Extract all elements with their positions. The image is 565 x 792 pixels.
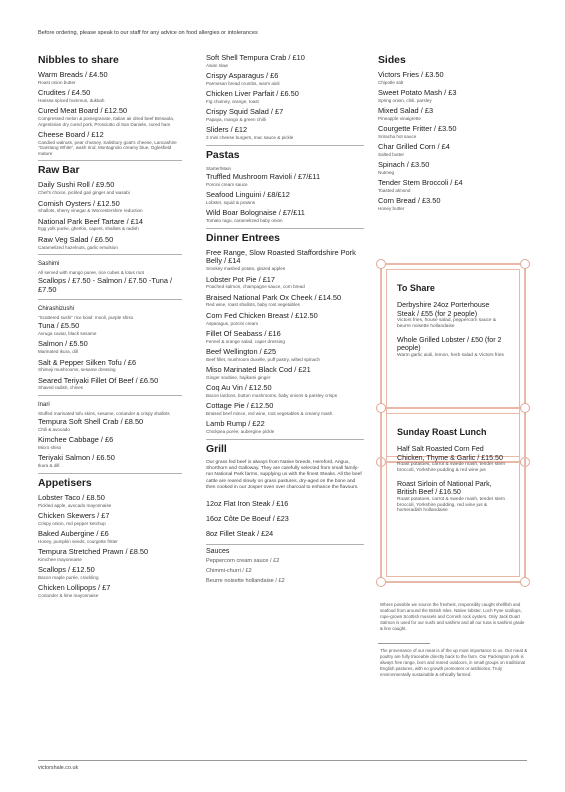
menu-item-description: Chef's choice, pickled gari ginger and wasabi <box>38 190 130 196</box>
menu-item-name: Wild Boar Bolognaise / £7/£11 <box>206 208 305 218</box>
menu-item-description: Avruga caviar, black sesame <box>38 331 97 337</box>
allergy-notice: Before ordering, please speak to our staff for any advice on food allergies or intolerances <box>38 30 258 36</box>
menu-item-description: Ginger soubise, hajikami ginger <box>206 374 271 380</box>
menu-item <box>206 90 364 104</box>
section-title-pastas: Pastas <box>206 149 240 161</box>
menu-item-name: Whole Grilled Lobster / £50 (for 2 people) <box>397 335 502 353</box>
menu-item-name: Cornish Oysters / £12.50 <box>38 198 120 208</box>
menu-item-name: Seafood Linguini / £8/£12 <box>206 190 290 200</box>
menu-item-description: Kimchee mayonnaise <box>38 557 82 562</box>
menu-item-name: Mixed Salad / £3 <box>378 106 434 116</box>
section-title-sides: Sides <box>378 55 406 66</box>
menu-item-name: Salmon / £5.50 <box>38 339 88 349</box>
menu-item-description: Chickpea purée, aubergine pickle <box>206 428 275 434</box>
menu-item <box>206 420 364 434</box>
menu-item <box>38 418 182 432</box>
menu-item <box>38 454 182 468</box>
website-url: victorshale.co.uk <box>38 765 79 771</box>
menu-item-description: Marinated ikura, dill <box>38 349 78 355</box>
menu-item-description: 3 mini cheese burgers, mac sauce & pickle <box>206 135 294 141</box>
raw-bar-list <box>38 181 182 250</box>
menu-item-name: Lamb Rump / £22 <box>206 419 265 429</box>
menu-item <box>378 107 528 121</box>
menu-item <box>378 179 528 193</box>
menu-item <box>206 72 364 86</box>
menu-item <box>38 377 182 391</box>
nibbles-list <box>38 71 182 156</box>
to-share-title: To Share <box>397 283 435 293</box>
menu-item <box>38 236 182 250</box>
section-title-appetisers: Appetisers <box>38 477 92 489</box>
menu-item <box>38 584 182 598</box>
section-title-nibbles: Nibbles to share <box>38 55 119 66</box>
menu-item-name: Tempura Stretched Prawn / £8.50 <box>38 547 149 557</box>
menu-item-description: Roast potatoes, carrot & swede mash, tender stem broccoli, Yorkshire pudding, red wine jus & horseradish hollandaise <box>397 496 505 514</box>
menu-item <box>397 445 509 474</box>
meat-provenance-note: The provenance of our meat is of the up most importance to us. Our meat & poultry are fully traceable directly back to the farm. Our Packington pork is always free range, born and reared outdoors, in small groups on traditional English pastures, with no growth promoters or antibiotics. Truly environmentally sustainable & ethically farmed. <box>380 648 528 677</box>
menu-item-description: Sriracha hot sauce <box>378 134 417 140</box>
menu-item <box>206 276 364 290</box>
inari-note: Stuffed marinated tofu skins, sesame, coriander & crispy shallots <box>38 411 170 417</box>
menu-item <box>206 209 364 223</box>
menu-item-description: Honey, pumpkin seeds, courgette fritter <box>38 538 118 544</box>
menu-item <box>206 294 364 308</box>
menu-item-description: Parmesan bread crumbs, warm aioli <box>206 80 280 86</box>
menu-item-name: Tender Stem Broccoli / £4 <box>378 178 463 188</box>
menu-item-name: Chicken Skewers / £7 <box>38 511 110 520</box>
menu-item-description: Tomato ragu, caramelized baby onion <box>206 218 283 223</box>
menu-item-description: Toasted almond <box>378 188 411 194</box>
menu-item <box>206 384 364 398</box>
menu-item-description: Porcini cream sauce <box>206 181 248 187</box>
menu-item-name: Crudites / £4.50 <box>38 88 91 98</box>
menu-item-description: Shaved radish, chives <box>38 385 83 391</box>
frame-corner-ornament <box>376 577 386 587</box>
menu-item-name: Roast Sirloin of National Park, British Beef / £16.50 <box>397 479 492 497</box>
menu-item-description: Nutmeg <box>378 170 395 176</box>
menu-item-name: Fillet Of Seabass / £16 <box>206 328 281 338</box>
menu-item <box>38 566 182 580</box>
appetisers-list <box>38 494 182 599</box>
menu-item <box>206 126 364 140</box>
dinner-list <box>206 249 364 435</box>
sashimi-note: All served with mango puree, rice cubes & lotus root <box>38 270 144 276</box>
menu-item-name: Cheese Board / £12 <box>38 129 104 139</box>
menu-item-description: Beef fillet, mushroom duxelle, puff pastry, wilted spinach <box>206 356 320 362</box>
menu-column-right <box>378 48 528 216</box>
menu-item <box>38 436 182 450</box>
menu-item-description: Caramelized hazelnuts, garlic emulsion <box>38 244 118 250</box>
menu-item-description: Warm garlic aioli, lemon, herb salad & Victors fries <box>397 352 504 358</box>
menu-item-name: Beef Wellington / £25 <box>206 346 277 356</box>
menu-item <box>206 402 364 416</box>
sunday-roast-box <box>380 407 526 583</box>
sides-list <box>378 71 528 212</box>
menu-item-description: Egg yolk purée, gherkin, capers, shallots & radish <box>38 226 139 232</box>
menu-item-description: Red wine, roast shallots, baby root vegetables <box>206 302 300 308</box>
section-divider <box>206 228 364 229</box>
menu-item-name: Tempura Soft Shell Crab / £8.50 <box>38 417 144 427</box>
menu-item <box>38 277 182 295</box>
steak-item: 8oz Fillet Steak / £24 <box>206 529 274 539</box>
menu-item <box>206 54 364 68</box>
menu-item-description: Smokey mashed potato, glazed apples <box>206 266 286 272</box>
menu-item-description: Bacon lardons, button mushrooms, baby onions & parsley crisps <box>206 392 337 398</box>
subsection-title-inari: Inari <box>38 402 50 409</box>
section-divider <box>38 299 182 300</box>
menu-item <box>206 312 364 326</box>
menu-item <box>206 108 364 122</box>
menu-item <box>38 218 182 232</box>
section-divider <box>38 473 182 474</box>
frame-corner-ornament <box>376 259 386 269</box>
menu-item-name: Crispy Asparagus / £6 <box>206 71 279 81</box>
menu-item-description: Asian slaw <box>206 62 228 68</box>
menu-item-description: Chipotle salt <box>378 79 404 85</box>
menu-item-description: Roast potatoes, carrot & swede mash, tender stem broccoli, Yorkshire pudding & red wine jus <box>397 462 505 473</box>
menu-item <box>38 340 182 354</box>
menu-item <box>38 131 182 157</box>
menu-item-description: Shallots, sherry vinegar & Worcestershire reduction <box>38 208 143 214</box>
menu-item-name: Sliders / £12 <box>206 125 248 135</box>
menu-column-middle <box>206 54 364 588</box>
seafood-provenance-note: Where possible we source the freshest, responsibly caught shellfish and seafood from around the British Isles. Native lobster, Loch Fyne scallops, rope-grown Scottish mussels and Cornish rock oysters. Only Jack Duart Salmon is used for our sushi and sashimi and all our tuna is sashimi grade & line caught. <box>380 602 525 631</box>
menu-item <box>206 348 364 362</box>
menu-item-description: Ikura & dill <box>38 463 60 469</box>
subsection-title-sauces: Sauces <box>206 548 230 556</box>
steak-item: 12oz Flat Iron Steak / £16 <box>206 499 289 509</box>
section-title-dinner: Dinner Entrees <box>206 232 280 244</box>
menu-item-name: Crispy Squid Salad / £7 <box>206 107 284 117</box>
menu-item-name: Raw Veg Salad / £6.50 <box>38 234 114 244</box>
menu-item-name: Char Grilled Corn / £4 <box>378 142 450 152</box>
menu-item-name: Miso Marinated Black Cod / £21 <box>206 364 311 374</box>
menu-item-name: Lobster Pot Pie / £17 <box>206 274 276 284</box>
menu-item-description: Lobster, squid & prawns <box>206 199 256 205</box>
menu-item-description: Fig chutney, orange, toast <box>206 99 259 104</box>
sunday-roast-title: Sunday Roast Lunch <box>397 427 487 437</box>
menu-item-name: Victors Fries / £3.50 <box>378 70 444 79</box>
menu-item <box>397 336 509 359</box>
menu-item-name: Corn Fed Chicken Breast / £12.50 <box>206 310 318 320</box>
menu-item <box>38 359 182 373</box>
menu-item-description: Harissa spiced hummus, dukkah <box>38 97 105 103</box>
sunday-roast-list <box>397 445 509 514</box>
section-divider <box>206 439 364 440</box>
menu-item-name: Scallops / £7.50 - Salmon / £7.50 -Tuna / £7.50 <box>38 276 173 295</box>
menu-item <box>206 191 364 205</box>
menu-item-name: Courgette Fritter / £3.50 <box>378 124 457 134</box>
menu-item-name: Warm Breads / £4.50 <box>38 70 108 79</box>
menu-item <box>206 173 364 187</box>
section-divider <box>206 544 364 545</box>
subsection-title-sashimi: Sashimi <box>38 261 60 268</box>
menu-item <box>397 301 509 330</box>
menu-item-description: Honey butter <box>378 206 405 212</box>
menu-item-description: Compressed melon & pomegranate, Italian air dried beef Bresaola, Argentinian dry cured pork, Prosciutto di San Daniele, cured ham <box>38 116 175 127</box>
menu-item-name: Braised National Park Ox Cheek / £14.50 <box>206 292 342 302</box>
menu-item <box>378 143 528 157</box>
menu-item-name: Truffled Mushroom Ravioli / £7/£11 <box>206 172 321 181</box>
menu-item-description: Coriander & lime mayonnaise <box>38 593 99 599</box>
sauces-list <box>206 558 364 584</box>
menu-item-description: Victors fries, house salad, peppercorn sauce & beurre noisette hollandaise <box>397 318 497 329</box>
menu-item <box>206 330 364 344</box>
menu-item <box>378 89 528 103</box>
note-divider <box>378 643 430 644</box>
menu-item <box>38 494 182 508</box>
menu-item-description: Spring onion, chili, parsley <box>378 97 432 103</box>
menu-item-description: Roast onion butter <box>38 79 76 85</box>
menu-item-description: Asparagus, porcini cream <box>206 320 259 326</box>
frame-corner-ornament <box>520 259 530 269</box>
menu-item <box>38 107 182 127</box>
grill-list <box>206 499 364 538</box>
frame-corner-ornament <box>520 403 530 413</box>
chirashi-note: "Scattered sushi" rice bowl: mooli, purple shiso <box>38 315 134 321</box>
sauce-item: Beurre noisette hollandaise / £2 <box>206 578 285 584</box>
menu-item-name: Chicken Lollipops / £7 <box>38 583 111 593</box>
chirashi-list <box>38 322 182 391</box>
grill-intro: Our grass fed beef is always from Native breeds, Hereford, Angus, Shorthorn and Galloway. They are carefully selected from small family-run National Park farms, supplying us with the finest Steaks. All the beef cattle are reared slowly on grass pastures, dry-aged on the bone and then cooked in our Josper oven over charcoal to enhance the flavours. <box>206 459 362 490</box>
menu-item-name: Daily Sushi Roll / £9.50 <box>38 180 115 190</box>
menu-item <box>38 181 182 195</box>
menu-item-description: Candied walnuts, pear chutney, Salisbury goat's cheese, Lancashire "Garstang White", wash rind, Montagnolo creamy blue, Oglesfield mature <box>38 139 177 156</box>
menu-item-name: Kimchee Cabbage / £6 <box>38 435 114 445</box>
menu-item-description: Poached salmon, champagne sauce, corn bread <box>206 284 305 290</box>
menu-item <box>378 197 528 211</box>
section-divider <box>38 160 182 161</box>
menu-item <box>38 548 182 562</box>
menu-item-name: Half Salt Roasted Corn Fed Chicken, Thyme & Garlic / £15.50 <box>397 445 503 462</box>
menu-item <box>206 366 364 380</box>
section-title-grill: Grill <box>206 443 227 455</box>
menu-item <box>206 249 364 272</box>
menu-item <box>38 530 182 544</box>
menu-item-name: Baked Aubergine / £6 <box>38 529 109 539</box>
menu-item-name: Teriyaki Salmon / £6.50 <box>38 453 115 463</box>
menu-item-name: Corn Bread / £3.50 <box>378 196 441 206</box>
pastas-list <box>206 173 364 224</box>
menu-item-description: Salted butter <box>378 152 405 158</box>
frame-corner-ornament <box>376 403 386 413</box>
menu-item-name: Scallops / £12.50 <box>38 565 95 575</box>
menu-item <box>38 322 182 336</box>
menu-item-name: Cottage Pie / £12.50 <box>206 400 274 410</box>
menu-item-description: Micro shiso <box>38 445 62 451</box>
footer-rule <box>38 760 527 761</box>
menu-item-name: Salt & Pepper Silken Tofu / £6 <box>38 357 137 367</box>
menu-item-name: Lobster Taco / £8.50 <box>38 492 105 502</box>
menu-item-name: Sweet Potato Mash / £3 <box>378 88 457 98</box>
menu-item-name: Free Range, Slow Roasted Staffordshire Pork Belly / £14 <box>206 247 356 266</box>
menu-item-description: Pickled apple, avocado mayonnaise <box>38 502 112 508</box>
section-divider <box>38 254 182 255</box>
appetisers-continued-list <box>206 54 364 141</box>
menu-item-description: Crispy onion, red pepper ketchup <box>38 520 106 526</box>
sauce-item: Chimmi-churri / £2 <box>206 568 252 575</box>
section-divider <box>38 395 182 396</box>
frame-corner-ornament <box>520 577 530 587</box>
menu-item-name: Cured Meat Board / £12.50 <box>38 106 128 116</box>
subsection-title-chirashi: Chirashizushi <box>38 306 75 313</box>
menu-item <box>378 125 528 139</box>
menu-item <box>397 480 509 515</box>
menu-item-name: Seared Teriyaki Fillet Of Beef / £6.50 <box>38 375 159 385</box>
inari-list <box>38 418 182 469</box>
menu-item-description: Pineapple vinaigrette <box>378 116 421 121</box>
to-share-list <box>397 301 509 359</box>
menu-item <box>38 89 182 103</box>
menu-item-name: Chicken Liver Parfait / £6.50 <box>206 89 299 99</box>
menu-column-left <box>38 48 182 602</box>
menu-item <box>378 71 528 85</box>
section-divider <box>206 145 364 146</box>
menu-item-name: Spinach / £3.50 <box>378 160 430 170</box>
menu-item-name: Soft Shell Tempura Crab / £10 <box>206 53 305 62</box>
menu-item-name: Derbyshire 24oz Porterhouse Steak / £55 (for 2 people) <box>397 301 490 318</box>
menu-item-description: Papaya, mango & green chilli <box>206 117 266 123</box>
sauce-item: Peppercorn cream sauce / £2 <box>206 558 280 565</box>
menu-item-description: Fennel & orange salad, caper dressing <box>206 338 285 344</box>
menu-item-description: Shimeji mushrooms, sesame dressing <box>38 367 116 373</box>
pastas-note: Starter/Main <box>206 165 232 171</box>
menu-item-description: Bacon maple purée, crackling <box>38 575 99 581</box>
menu-item <box>38 200 182 214</box>
menu-item-name: Tuna / £5.50 <box>38 321 80 331</box>
menu-item <box>38 71 182 85</box>
menu-item-name: National Park Beef Tartare / £14 <box>38 216 144 226</box>
menu-item <box>378 161 528 175</box>
sashimi-list <box>38 277 182 295</box>
menu-item-description: Chili & avocado <box>38 427 70 433</box>
menu-item-name: Coq Au Vin / £12.50 <box>206 382 272 392</box>
menu-item-description: Braised beef mince, red wine, root vegetables & creamy mash <box>206 410 333 416</box>
menu-item <box>38 512 182 526</box>
steak-item: 16oz Côte De Boeuf / £23 <box>206 514 289 524</box>
section-title-raw-bar: Raw Bar <box>38 165 80 177</box>
